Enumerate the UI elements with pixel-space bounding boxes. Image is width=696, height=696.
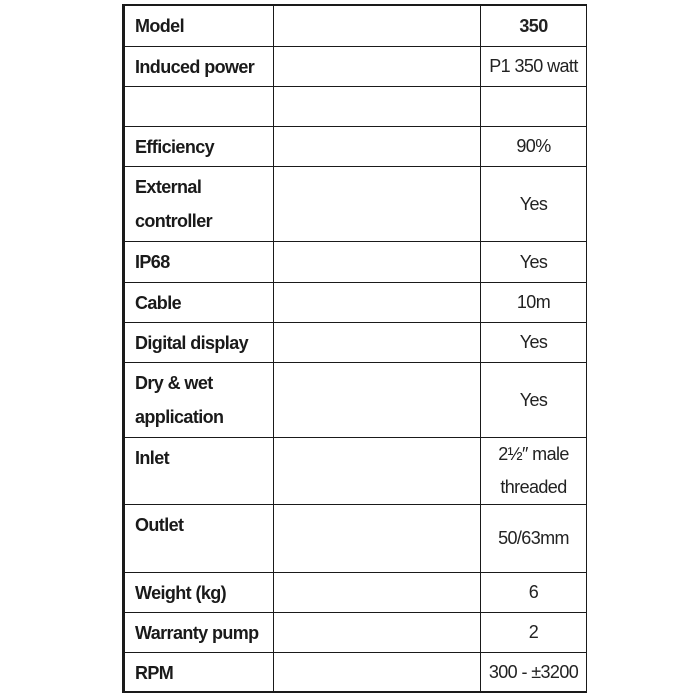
row-value: 350 [481, 5, 587, 46]
table-row-digital-display [124, 322, 587, 362]
spec-table [122, 4, 587, 693]
row-value: 10m [481, 282, 587, 322]
table-row-inlet [124, 437, 587, 504]
row-value: Yes [481, 166, 587, 241]
empty-cell [274, 126, 481, 166]
row-label: Weight (kg) [124, 572, 274, 612]
empty-cell [274, 5, 481, 46]
row-label: RPM [124, 652, 274, 692]
row-label: Outlet [124, 504, 274, 572]
row-value: 2½″ male threaded [481, 437, 587, 504]
row-value: P1 350 watt [481, 46, 587, 86]
row-label: External controller [124, 166, 274, 241]
table-row-dry-wet-application [124, 362, 587, 437]
empty-cell [274, 86, 481, 126]
row-label: Dry & wet application [124, 362, 274, 437]
table-row-cable [124, 282, 587, 322]
row-label: Efficiency [124, 126, 274, 166]
table-row-efficiency [124, 126, 587, 166]
empty-cell [274, 166, 481, 241]
table-row-weight [124, 572, 587, 612]
row-label: Inlet [124, 437, 274, 504]
row-label [124, 86, 274, 126]
row-label: Induced power [124, 46, 274, 86]
row-value: Yes [481, 241, 587, 282]
row-label: IP68 [124, 241, 274, 282]
row-value: Yes [481, 322, 587, 362]
table-row-model [124, 5, 587, 46]
empty-cell [274, 612, 481, 652]
row-value: Yes [481, 362, 587, 437]
empty-cell [274, 504, 481, 572]
table-row-warranty-pump [124, 612, 587, 652]
table-row-empty [124, 86, 587, 126]
row-value: 50/63mm [481, 504, 587, 572]
empty-cell [274, 322, 481, 362]
table-row-external-controller [124, 166, 587, 241]
empty-cell [274, 437, 481, 504]
row-label: Digital display [124, 322, 274, 362]
table-row-rpm [124, 652, 587, 692]
empty-cell [274, 652, 481, 692]
table-row-induced-power [124, 46, 587, 86]
row-value: 6 [481, 572, 587, 612]
table-row-outlet [124, 504, 587, 572]
empty-cell [274, 572, 481, 612]
empty-cell [274, 46, 481, 86]
row-value: 90% [481, 126, 587, 166]
row-value: 300 - ±3200 [481, 652, 587, 692]
empty-cell [274, 282, 481, 322]
row-label: Cable [124, 282, 274, 322]
row-value: 2 [481, 612, 587, 652]
row-label: Warranty pump [124, 612, 274, 652]
empty-cell [274, 241, 481, 282]
row-label: Model [124, 5, 274, 46]
row-value [481, 86, 587, 126]
empty-cell [274, 362, 481, 437]
table-row-ip68 [124, 241, 587, 282]
